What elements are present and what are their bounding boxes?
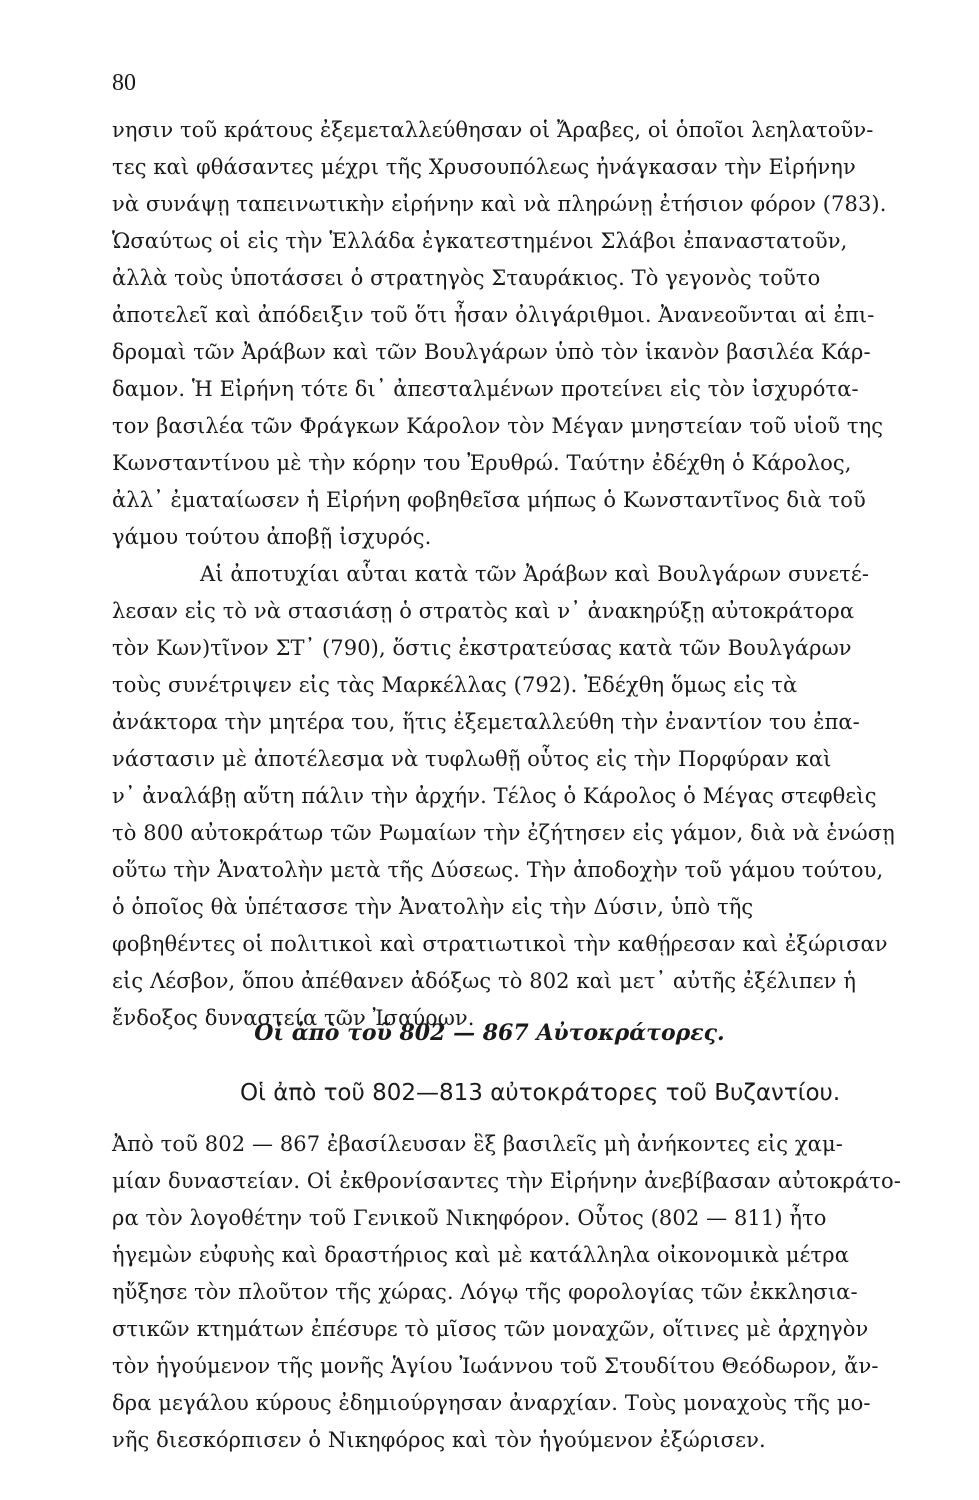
text-line: νησιν τοῦ κράτους ἐξεμεταλλεύθησαν οἱ Ἄραβες, οἱ ὁποῖοι λεηλατοῦν- — [112, 118, 874, 142]
text-line: εἰς Λέσβον, ὅπου ἀπέθανεν ἀδόξως τὸ 802 καὶ μετ᾽ αὐτῆς ἐξέλιπεν ἡ — [112, 969, 857, 993]
text-line: Κωνσταντίνου μὲ τὴν κόρην του Ἐρυθρώ. Ταύτην ἐδέχθη ὁ Κάρολος, — [112, 451, 852, 475]
text-line: μίαν δυναστείαν. Οἱ ἐκθρονίσαντες τὴν Εἰρήνην ἀνεβίβασαν αὐτοκράτο- — [112, 1169, 901, 1193]
text-line: δαμον. Ἡ Εἰρήνη τότε δι᾽ ἀπεσταλμένων προτείνει εἰς τὸν ἰσχυρότα- — [112, 377, 859, 401]
subsection-heading: Οἱ ἀπὸ τοῦ 802—813 αὐτοκράτορες τοῦ Βυζαντίου. — [240, 1080, 841, 1106]
text-line: νάστασιν μὲ ἀποτέλεσμα νὰ τυφλωθῇ οὗτος εἰς τὴν Πορφύραν καὶ — [112, 747, 832, 771]
paragraph-1 — [112, 112, 970, 556]
text-line: ρα τὸν λογοθέτην τοῦ Γενικοῦ Νικηφόρον. Οὗτος (802 — 811) ἦτο — [112, 1206, 827, 1230]
text-line: τὸ 800 αὐτοκράτωρ τῶν Ρωμαίων τὴν ἐζήτησεν εἰς γάμον, διὰ νὰ ἑνώσῃ — [112, 821, 895, 845]
text-line: τὸν Κων)τῖνον ΣΤ᾽ (790), ὅστις ἐκστρατεύσας κατὰ τῶν Βουλγάρων — [112, 636, 852, 660]
text-line: ἀλλὰ τοὺς ὑποτάσσει ὁ στρατηγὸς Σταυράκιος. Τὸ γεγονὸς τοῦτο — [112, 266, 821, 290]
text-line: Αἱ ἀποτυχίαι αὗται κατὰ τῶν Ἀράβων καὶ Βουλγάρων συνετέ- — [200, 562, 870, 586]
text-line: στικῶν κτημάτων ἐπέσυρε τὸ μῖσος τῶν μοναχῶν, οἵτινες μὲ ἀρχηγὸν — [112, 1317, 869, 1341]
text-line: γάμου τούτου ἀποβῇ ἰσχυρός. — [112, 525, 432, 549]
section-heading: Οἱ ἀπὸ τοῦ 802 — 867 Αὐτοκράτορες. — [254, 1020, 725, 1046]
text-line: ὁ ὁποῖος θὰ ὑπέτασσε τὴν Ἀνατολὴν εἰς τὴν Δύσιν, ὑπὸ τῆς — [112, 895, 754, 919]
text-line: τον βασιλέα τῶν Φράγκων Κάρολον τὸν Μέγαν μνηστείαν τοῦ υἱοῦ της — [112, 414, 884, 438]
paragraph-2 — [112, 556, 970, 1037]
text-line: οὕτω τὴν Ἀνατολὴν μετὰ τῆς Δύσεως. Τὴν ἀποδοχὴν τοῦ γάμου τούτου, — [112, 858, 884, 882]
text-line: ηὔξησε τὸν πλοῦτον τῆς χώρας. Λόγῳ τῆς φορολογίας τῶν ἐκκλησια- — [112, 1280, 858, 1304]
text-line: νῆς διεσκόρπισεν ὁ Νικηφόρος καὶ τὸν ἡγούμενον ἐξώρισεν. — [112, 1428, 766, 1452]
text-line: Ὡσαύτως οἱ εἰς τὴν Ἑλλάδα ἐγκατεστημένοι Σλάβοι ἐπαναστατοῦν, — [112, 229, 848, 253]
text-line: δρα μεγάλου κύρους ἐδημιούργησαν ἀναρχίαν. Τοὺς μοναχοὺς τῆς μο- — [112, 1391, 871, 1415]
text-line: νὰ συνάψῃ ταπεινωτικὴν εἰρήνην καὶ νὰ πληρώνῃ ἐτήσιον φόρον (783). — [112, 192, 887, 216]
text-line: ἀλλ᾽ ἐματαίωσεν ἡ Εἰρήνη φοβηθεῖσα μήπως ὁ Κωνσταντῖνος διὰ τοῦ — [112, 488, 866, 512]
text-line: φοβηθέντες οἱ πολιτικοὶ καὶ στρατιωτικοὶ τὴν καθῄρεσαν καὶ ἐξώρισαν — [112, 932, 888, 956]
text-line: τοὺς συνέτριψεν εἰς τὰς Μαρκέλλας (792). Ἐδέχθη ὅμως εἰς τὰ — [112, 673, 798, 697]
text-line: ἔνδοξος δυναστεία τῶν Ἰσαύρων. — [112, 1006, 475, 1030]
text-line: ἀνάκτορα τὴν μητέρα του, ἥτις ἐξεμεταλλεύθη τὴν ἐναντίον του ἐπα- — [112, 710, 860, 734]
text-line: ἀποτελεῖ καὶ ἀπόδειξιν τοῦ ὅτι ἦσαν ὀλιγάριθμοι. Ἀνανεοῦνται αἱ ἐπι- — [112, 303, 875, 327]
text-line: Ἀπὸ τοῦ 802 — 867 ἐβασίλευσαν ἓξ βασιλεῖς μὴ ἀνήκοντες εἰς χαμ- — [112, 1132, 843, 1156]
text-line: δρομαὶ τῶν Ἀράβων καὶ τῶν Βουλγάρων ὑπὸ τὸν ἱκανὸν βασιλέα Κάρ- — [112, 340, 871, 364]
paragraph-3 — [112, 1126, 970, 1459]
text-line: ἡγεμὼν εὐφυὴς καὶ δραστήριος καὶ μὲ κατάλληλα οἰκονομικὰ μέτρα — [112, 1243, 850, 1267]
text-line: τὸν ἡγούμενον τῆς μονῆς Ἁγίου Ἰωάννου τοῦ Στουδίτου Θεόδωρον, ἄν- — [112, 1354, 879, 1378]
text-line: λεσαν εἰς τὸ νὰ στασιάσῃ ὁ στρατὸς καὶ ν᾽ ἀνακηρύξῃ αὐτοκράτορα — [112, 599, 855, 623]
page-number: 80 — [112, 70, 136, 96]
text-line: τες καὶ φθάσαντες μέχρι τῆς Χρυσουπόλεως ἠνάγκασαν τὴν Εἰρήνην — [112, 155, 856, 179]
text-line: ν᾽ ἀναλάβῃ αὕτη πάλιν τὴν ἀρχήν. Τέλος ὁ Κάρολος ὁ Μέγας στεφθεὶς — [112, 784, 877, 808]
